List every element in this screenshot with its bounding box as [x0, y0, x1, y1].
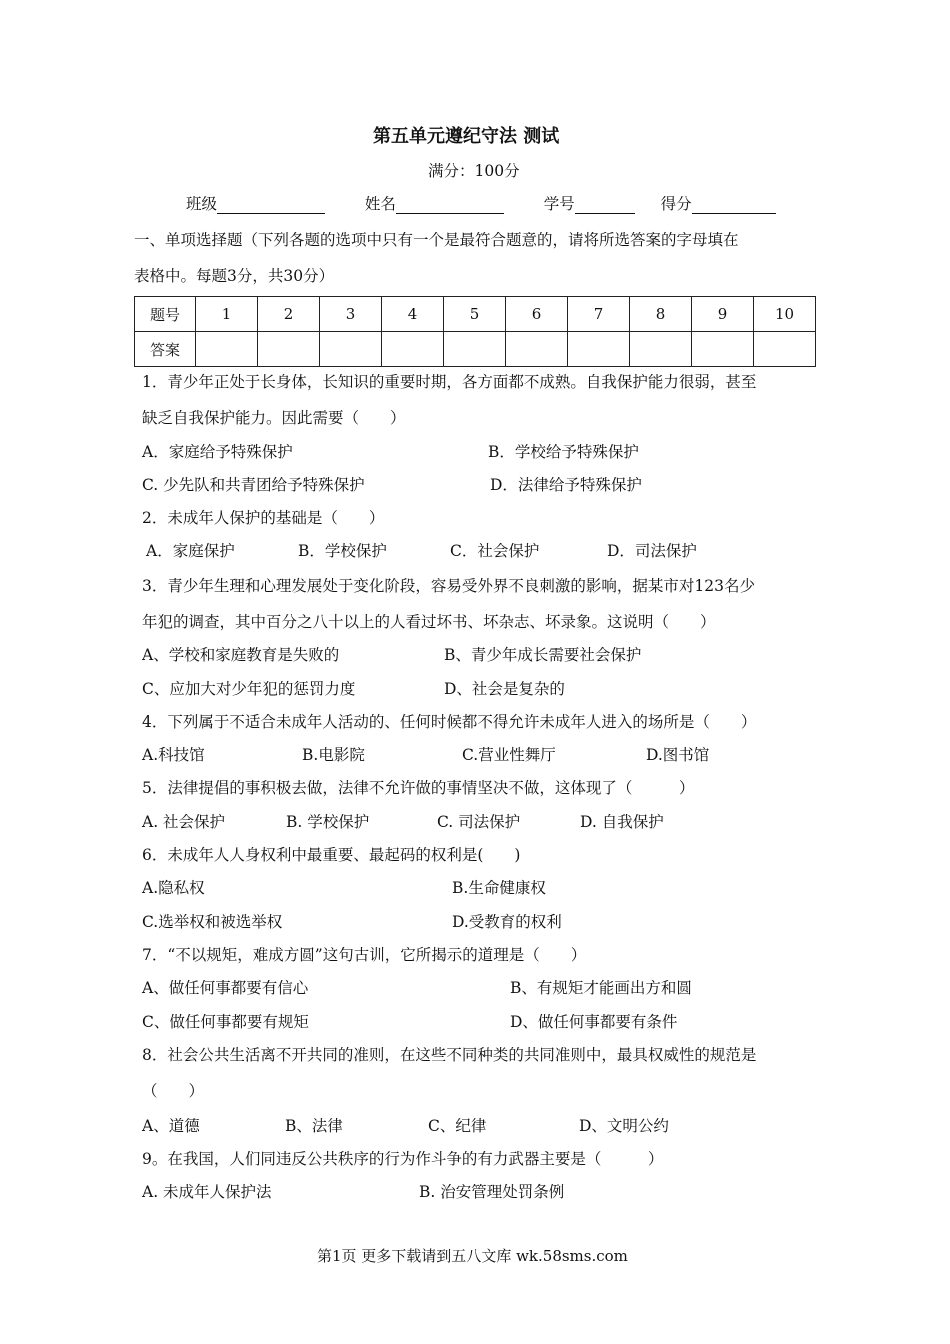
score-label: 得分	[660, 195, 692, 213]
question-5-option-a: A. 社会保护	[142, 813, 226, 831]
question-6-stem: 6．未成年人人身权利中最重要、最起码的权利是( )	[142, 846, 521, 864]
class-blank[interactable]	[217, 196, 325, 214]
student-info-row	[186, 194, 776, 214]
question-4-option-d: D.图书馆	[646, 746, 710, 764]
answer-cell[interactable]	[754, 332, 816, 367]
answer-cell[interactable]	[568, 332, 630, 367]
question-2-option-d: D．司法保护	[607, 542, 697, 560]
number-blank[interactable]	[575, 196, 635, 214]
answer-cell[interactable]	[196, 332, 258, 367]
row-label-number: 题号	[135, 297, 196, 332]
question-2-option-c: C．社会保护	[450, 542, 540, 560]
question-4-stem: 4．下列属于不适合未成年人活动的、任何时候都不得允许未成年人进入的场所是（ ）	[142, 713, 757, 731]
question-5-option-c: C. 司法保护	[437, 813, 521, 831]
question-6-option-d: D.受教育的权利	[452, 913, 562, 931]
question-number: 4	[382, 297, 444, 332]
question-2-option-a: A．家庭保护	[146, 542, 235, 560]
question-3-option-c: C、应加大对少年犯的惩罚力度	[142, 680, 356, 698]
question-3-stem-line1: 3．青少年生理和心理发展处于变化阶段，容易受外界不良刺激的影响，据某市对123名少	[142, 577, 755, 595]
question-9-option-b: B. 治安管理处罚条例	[419, 1183, 565, 1201]
answer-cell[interactable]	[382, 332, 444, 367]
question-6-option-c: C.选举权和被选举权	[142, 913, 283, 931]
question-5-stem: 5．法律提倡的事积极去做，法律不允许做的事情坚决不做，这体现了（ ）	[142, 779, 695, 797]
question-4-option-c: C.营业性舞厅	[462, 746, 556, 764]
section-instructions-line1: 一、单项选择题（下列各题的选项中只有一个是最符合题意的，请将所选答案的字母填在	[134, 231, 739, 249]
answer-cell[interactable]	[506, 332, 568, 367]
question-1-option-a: A．家庭给予特殊保护	[142, 443, 293, 461]
question-5-option-b: B. 学校保护	[286, 813, 370, 831]
question-1-option-d: D．法律给予特殊保护	[490, 476, 642, 494]
answer-cell[interactable]	[692, 332, 754, 367]
answer-cell[interactable]	[258, 332, 320, 367]
question-7-option-b: B、有规矩才能画出方和圆	[510, 979, 692, 997]
number-label: 学号	[543, 195, 575, 213]
question-8-option-a: A、道德	[142, 1117, 200, 1135]
score-blank[interactable]	[692, 196, 776, 214]
full-score: 满分：100分	[428, 162, 520, 180]
table-row	[135, 297, 816, 332]
name-label: 姓名	[364, 195, 396, 213]
name-blank[interactable]	[396, 196, 504, 214]
question-9-stem: 9。在我国，人们同违反公共秩序的行为作斗争的有力武器主要是（ ）	[142, 1150, 664, 1168]
question-8-stem-line1: 8．社会公共生活离不开共同的准则，在这些不同种类的共同准则中，最具权威性的规范是	[142, 1046, 757, 1064]
question-number: 3	[320, 297, 382, 332]
question-1-stem-line2: 缺乏自我保护能力。因此需要（ ）	[142, 409, 406, 427]
question-6-option-a: A.隐私权	[142, 879, 205, 897]
question-1-stem-line1: 1．青少年正处于长身体，长知识的重要时期，各方面都不成熟。自我保护能力很弱，甚至	[142, 373, 757, 391]
question-9-option-a: A. 未成年人保护法	[142, 1183, 272, 1201]
question-7-option-c: C、做任何事都要有规矩	[142, 1013, 309, 1031]
question-number: 6	[506, 297, 568, 332]
question-2-option-b: B．学校保护	[298, 542, 387, 560]
question-4-option-a: A.科技馆	[142, 746, 205, 764]
question-2-stem: 2．未成年人保护的基础是（ ）	[142, 509, 385, 527]
answer-table	[134, 296, 816, 367]
question-6-option-b: B.生命健康权	[452, 879, 546, 897]
question-3-stem-line2: 年犯的调查，其中百分之八十以上的人看过坏书、坏杂志、坏录象。这说明（ ）	[142, 613, 716, 631]
question-7-option-a: A、做任何事都要有信心	[142, 979, 309, 997]
question-1-option-b: B．学校给予特殊保护	[488, 443, 639, 461]
table-row	[135, 332, 816, 367]
row-label-answer: 答案	[135, 332, 196, 367]
answer-cell[interactable]	[444, 332, 506, 367]
question-5-option-d: D. 自我保护	[580, 813, 664, 831]
question-3-option-d: D、社会是复杂的	[444, 680, 565, 698]
question-number: 10	[754, 297, 816, 332]
question-number: 2	[258, 297, 320, 332]
question-number: 7	[568, 297, 630, 332]
question-8-stem-line2: （ ）	[142, 1082, 205, 1100]
section-instructions-line2: 表格中。每题3分，共30分）	[134, 267, 335, 285]
question-number: 5	[444, 297, 506, 332]
question-7-option-d: D、做任何事都要有条件	[510, 1013, 678, 1031]
question-7-stem: 7．“不以规矩，难成方圆”这句古训，它所揭示的道理是（ ）	[142, 946, 587, 964]
question-number: 9	[692, 297, 754, 332]
question-1-option-c: C. 少先队和共青团给予特殊保护	[142, 476, 365, 494]
page-footer: 第1页 更多下载请到五八文库 wk.58sms.com	[317, 1247, 628, 1265]
question-8-option-c: C、纪律	[428, 1117, 487, 1135]
question-8-option-d: D、文明公约	[579, 1117, 669, 1135]
answer-cell[interactable]	[630, 332, 692, 367]
question-3-option-b: B、青少年成长需要社会保护	[444, 646, 642, 664]
class-label: 班级	[186, 195, 218, 213]
answer-cell[interactable]	[320, 332, 382, 367]
page-title: 第五单元遵纪守法 测试	[373, 126, 560, 147]
question-4-option-b: B.电影院	[302, 746, 365, 764]
question-number: 1	[196, 297, 258, 332]
question-8-option-b: B、法律	[285, 1117, 343, 1135]
question-3-option-a: A、学校和家庭教育是失败的	[142, 646, 340, 664]
question-number: 8	[630, 297, 692, 332]
